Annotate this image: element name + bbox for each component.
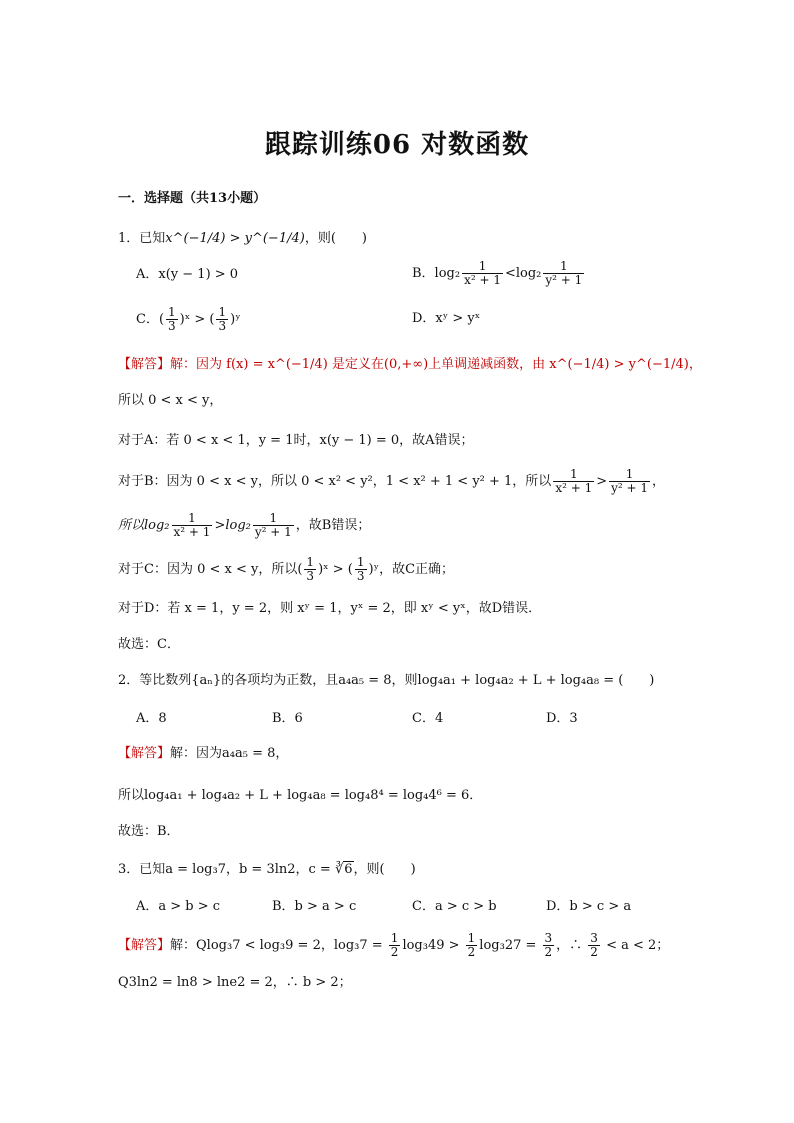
q1-solution-line-3: 对于A：若 0 < x < 1，y = 1时，x(y − 1) = 0，故A错误； xyxy=(118,433,474,448)
denominator: 2 xyxy=(390,945,399,959)
fraction xyxy=(389,932,401,959)
q2-solution-line-1 xyxy=(118,745,288,763)
q1-option-c xyxy=(136,306,241,333)
denominator: 2 xyxy=(544,945,553,959)
q1-option-d: D．xʸ > yˣ xyxy=(412,311,481,326)
q2-option-a: A．8 xyxy=(136,711,167,726)
denominator: y² + 1 xyxy=(545,273,583,287)
denominator: 3 xyxy=(168,319,176,333)
q1-solution-line-7: 对于D：若 x = 1，y = 2，则 xʸ = 1，yˣ = 2，即 xʸ < yˣ，故D错误． xyxy=(118,601,542,616)
q1-option-b-mid: <log₂ xyxy=(504,266,542,281)
numerator: 1 xyxy=(168,305,176,319)
denominator: 3 xyxy=(218,319,227,333)
q1-stem-pre: 1．已知 xyxy=(118,231,166,246)
q1-option-c-pre: C．( xyxy=(136,312,165,327)
denominator: 2 xyxy=(467,945,476,959)
q3-stem-pre: 3．已知a = log₃7，b = 3ln2，c = xyxy=(118,862,335,877)
q1-solution-line-6: 对于C：因为 0 < x < y，所以( $\frac{1}{3}$ )ˣ > ( $\frac{1}{3}$ )ʸ，故C正确； xyxy=(118,555,455,583)
section-heading: 一．选择题（共13小题） xyxy=(118,191,267,206)
q3-option-d: D．b > c > a xyxy=(546,899,632,914)
fraction xyxy=(172,512,213,539)
q3-solution-line-1-mid: log₃49 > xyxy=(402,938,464,953)
denominator: 2 xyxy=(590,945,598,959)
q3-stem-root: 6 xyxy=(344,862,353,877)
numerator: 1 xyxy=(356,555,365,569)
q1-option-b xyxy=(412,260,586,287)
q2-option-d: D．3 xyxy=(546,711,578,726)
q3-option-c: C．a > c > b xyxy=(412,899,497,914)
q3-solution-line-1 xyxy=(118,932,669,959)
q3-stem: 3．已知a = log₃7，b = 3ln2，c = ∛6，则( ) xyxy=(118,862,416,877)
q1-stem-expr: x^(−1/4) > y^(−1/4) xyxy=(165,231,305,246)
q1-solution-line-2: 所以 0 < x < y， xyxy=(118,393,223,408)
fraction xyxy=(543,932,555,959)
q1-solution-line-5-post: ，故B错误； xyxy=(295,518,371,533)
denominator: x² + 1 xyxy=(555,481,593,495)
solution-tag: 【解答】 xyxy=(118,938,171,953)
page-title: 跟踪训练06 对数函数 xyxy=(264,130,530,160)
q1-solution-line-4-pre: 对于B：因为 0 < x < y，所以 0 < x² < y²，1 < x² + 1 < y² + 1，所以 xyxy=(118,474,552,489)
q2-answer: 故选：B． xyxy=(118,824,180,839)
q3-option-a: A．a > b > c xyxy=(136,899,221,914)
denominator: 3 xyxy=(306,569,315,583)
q1-solution-line-5-mid: >log₂ xyxy=(214,518,251,533)
numerator: 1 xyxy=(253,512,294,526)
denominator: x² + 1 xyxy=(173,525,211,539)
numerator: 1 xyxy=(306,555,315,569)
numerator: 1 xyxy=(462,260,503,274)
fraction xyxy=(304,556,316,583)
numerator: 1 xyxy=(467,931,476,945)
q3-solution-line-1-post: < a < 2； xyxy=(601,938,670,953)
denominator: y² + 1 xyxy=(611,481,649,495)
fraction xyxy=(355,556,367,583)
q1-answer: 故选：C． xyxy=(118,637,180,652)
solution-tag: 【解答】 xyxy=(118,357,171,372)
q1-option-c-post: )ʸ xyxy=(230,312,241,327)
q1-solution-line-5-pre: 所以log₂ xyxy=(118,518,170,533)
q1-solution-line-1 xyxy=(118,356,702,374)
q1-solution-line-6-pre: 对于C：因为 0 < x < y，所以( xyxy=(118,562,303,577)
fraction xyxy=(553,468,594,495)
q2-solution-text: 解：因为a₄a₅ = 8， xyxy=(170,746,289,761)
q3-stem-post: ，则( ) xyxy=(353,862,416,877)
q3-solution-line-1-pre: 解：Qlog₃7 < log₃9 = 2，log₃7 = xyxy=(170,938,387,953)
solution-tag: 【解答】 xyxy=(118,746,171,761)
q1-solution-text: 解：因为 f(x) = x^(−1/4) 是定义在(0,+∞)上单调递减函数，由 x^(−1/4) > y^(−1/4)， xyxy=(170,357,702,372)
q1-stem-post: ，则( ) xyxy=(304,231,367,246)
q3-option-b: B．b > a > c xyxy=(272,899,357,914)
fraction xyxy=(609,468,650,495)
denominator: x² + 1 xyxy=(464,273,501,287)
q3-solution-line-1-mid3: ，∴ xyxy=(556,938,587,953)
fraction xyxy=(253,512,294,539)
fraction xyxy=(543,260,584,287)
numerator: 1 xyxy=(543,260,584,274)
numerator: 1 xyxy=(390,931,399,945)
numerator: 1 xyxy=(172,512,213,526)
fraction xyxy=(462,260,503,287)
numerator: 3 xyxy=(544,931,553,945)
q3-solution-line-1-mid2: log₃27 = xyxy=(479,938,541,953)
q1-option-b-pre: B．log₂ xyxy=(412,266,461,281)
q1-option-c-mid: )ˣ > ( xyxy=(179,312,215,327)
q2-solution-line-2: 所以log₄a₁ + log₄a₂ + L + log₄a₈ = log₄8⁴ = log₄4⁶ = 6． xyxy=(118,788,483,803)
denominator: y² + 1 xyxy=(254,525,292,539)
numerator: 1 xyxy=(218,305,227,319)
fraction xyxy=(588,932,600,959)
q1-option-a: A．x(y − 1) > 0 xyxy=(136,267,239,282)
fraction xyxy=(466,932,478,959)
q2-option-b: B．6 xyxy=(272,711,303,726)
q2-option-c: C．4 xyxy=(412,711,444,726)
numerator: 1 xyxy=(609,468,650,482)
q3-solution-line-2: Q3ln2 = ln8 > lne2 = 2，∴ b > 2； xyxy=(118,975,352,990)
numerator: 1 xyxy=(553,468,594,482)
numerator: 3 xyxy=(590,931,598,945)
q2-stem: 2．等比数列{aₙ}的各项均为正数，且a₄a₅ = 8，则log₄a₁ + log₄a₂ + L + log₄a₈ = ( ) xyxy=(118,673,655,688)
q1-solution-line-5 xyxy=(118,512,370,539)
q1-stem xyxy=(118,230,367,248)
denominator: 3 xyxy=(356,569,365,583)
fraction xyxy=(216,306,228,333)
q1-solution-line-6-post: )ʸ，故C正确； xyxy=(368,562,455,577)
q1-solution-line-4: 对于B：因为 0 < x < y，所以 0 < x² < y²，1 < x² + 1 < y² + 1，所以 $\frac{1}{\text{x² + 1}}$ > $\frac{1}{\text{y² + 1}}$ ， xyxy=(118,467,666,495)
fraction xyxy=(166,306,178,333)
